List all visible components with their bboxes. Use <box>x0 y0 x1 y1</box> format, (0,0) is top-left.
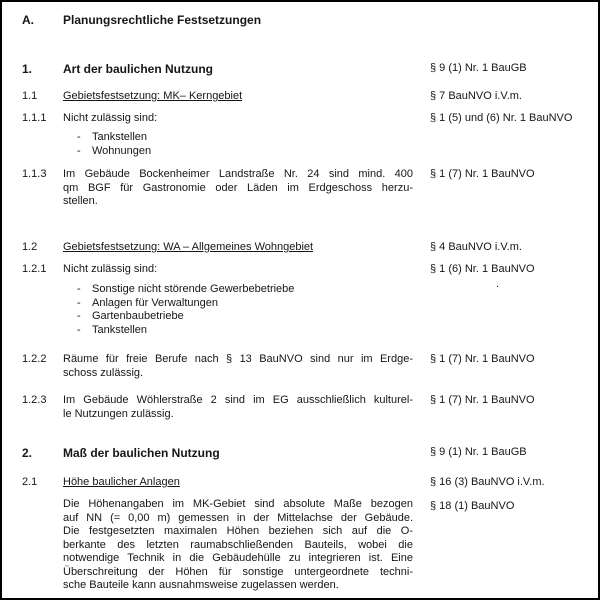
section-1-1-1-legal-ref: § 1 (5) und (6) Nr. 1 BauNVO <box>430 112 573 124</box>
section-1-1-3-paragraph <box>63 168 413 209</box>
section-1-1-1-heading: Nicht zulässig sind: <box>63 112 158 124</box>
list-item <box>63 144 413 158</box>
section-2-number: 2. <box>22 446 33 460</box>
paragraph-line: Im Gebäude Wöhlerstraße 2 sind im EG ausschließlich kulturel- <box>63 394 413 406</box>
section-2-heading: Maß der baulichen Nutzung <box>63 446 220 460</box>
section-2-1-paragraph <box>63 498 413 593</box>
section-1-2-3-paragraph <box>63 394 413 421</box>
section-2-1-heading: Höhe baulicher Anlagen <box>63 476 180 488</box>
paragraph-line: qm BGF für Gastronomie oder Läden im Erdgeschoss herzu- <box>63 181 413 194</box>
section-1-2-legal-ref: § 4 BauNVO i.V.m. <box>430 241 522 253</box>
paragraph-line: auf NN (= 0,00 m) gemessen in der Mittelachse der Gebäude. <box>63 511 413 524</box>
page-title: Planungsrechtliche Festsetzungen <box>63 13 262 27</box>
section-1-1-number: 1.1 <box>22 90 38 102</box>
header-letter: A. <box>22 13 34 27</box>
paragraph-line: schoss zulässig. <box>63 366 144 379</box>
section-1-1-legal-ref: § 7 BauNVO i.V.m. <box>430 90 522 102</box>
section-1-2-1-heading: Nicht zulässig sind: <box>63 263 158 275</box>
paragraph-line: Überschreitung der Höhen für sonstige untergeordnete techni- <box>63 565 413 578</box>
section-1-2-2-legal-ref: § 1 (7) Nr. 1 BauNVO <box>430 353 535 365</box>
section-1-2-number: 1.2 <box>22 241 38 253</box>
list-item-text: Sonstige nicht störende Gewerbebetriebe <box>92 283 295 295</box>
list-item-text: Tankstellen <box>92 131 148 143</box>
paragraph-line: berkante des letzten raumabschließenden Bauteils, wobei die <box>63 538 413 551</box>
list-item <box>63 310 413 324</box>
section-1-1-3-number: 1.1.3 <box>22 168 47 180</box>
paragraph-line: notwendige Technik in die Gebäudehülle zu integrieren ist. Eine <box>63 552 413 564</box>
section-1-2-3-number: 1.2.3 <box>22 394 47 406</box>
section-1-1-heading: Gebietsfestsetzung: MK– Kerngebiet <box>63 90 243 102</box>
paragraph-line: Die festgesetzten maximalen Höhen beziehen sich auf die O- <box>63 525 413 537</box>
section-1-2-3-legal-ref: § 1 (7) Nr. 1 BauNVO <box>430 394 535 406</box>
list-item <box>63 297 413 311</box>
paragraph-line: sche Bauteile kann ausnahmsweise zugelassen werden. <box>63 579 339 591</box>
list-item <box>63 283 413 297</box>
section-1-legal-ref: § 9 (1) Nr. 1 BauGB <box>430 62 527 74</box>
section-2-legal-ref: § 9 (1) Nr. 1 BauGB <box>430 446 527 458</box>
section-1-number: 1. <box>22 62 33 76</box>
list-item <box>63 130 413 144</box>
paragraph-line: Die Höhenangaben im MK-Gebiet sind absolute Maße bezogen <box>63 498 413 510</box>
section-1-1-3-legal-ref: § 1 (7) Nr. 1 BauNVO <box>430 168 535 180</box>
bullet-dash: - <box>77 283 81 295</box>
bullet-dash: - <box>77 145 81 157</box>
list-item-text: Gartenbaubetriebe <box>92 310 184 322</box>
list-item-text: Wohnungen <box>92 145 152 157</box>
scan-artifact-dot: . <box>496 278 500 290</box>
list-item <box>63 324 413 338</box>
section-2-1-number: 2.1 <box>22 476 38 488</box>
section-1-2-2-paragraph <box>63 353 413 380</box>
section-2-1-legal-ref-2: § 18 (1) BauNVO <box>430 500 515 512</box>
paragraph-line: Räume für freie Berufe nach § 13 BauNVO sind nur im Erdge- <box>63 353 413 365</box>
section-1-heading: Art der baulichen Nutzung <box>63 62 213 76</box>
paragraph-line: stellen. <box>63 195 98 207</box>
section-1-2-heading: Gebietsfestsetzung: WA – Allgemeines Wohngebiet <box>63 241 314 253</box>
paragraph-line: le Nutzungen zulässig. <box>63 407 174 420</box>
bullet-dash: - <box>77 323 81 336</box>
section-1-2-1-number: 1.2.1 <box>22 263 47 275</box>
section-2-1-legal-ref: § 16 (3) BauNVO i.V.m. <box>430 476 545 488</box>
list-item-text: Anlagen für Verwaltungen <box>92 296 218 309</box>
bullet-dash: - <box>77 310 81 322</box>
list-item-text: Tankstellen <box>92 323 148 336</box>
bullet-dash: - <box>77 131 81 143</box>
paragraph-line: Im Gebäude Bockenheimer Landstraße Nr. 24 sind mind. 400 <box>63 168 413 180</box>
section-1-2-1-legal-ref: § 1 (6) Nr. 1 BauNVO <box>430 263 535 275</box>
section-1-1-1-number: 1.1.1 <box>22 112 47 124</box>
section-1-2-2-number: 1.2.2 <box>22 353 47 365</box>
bullet-dash: - <box>77 296 81 309</box>
